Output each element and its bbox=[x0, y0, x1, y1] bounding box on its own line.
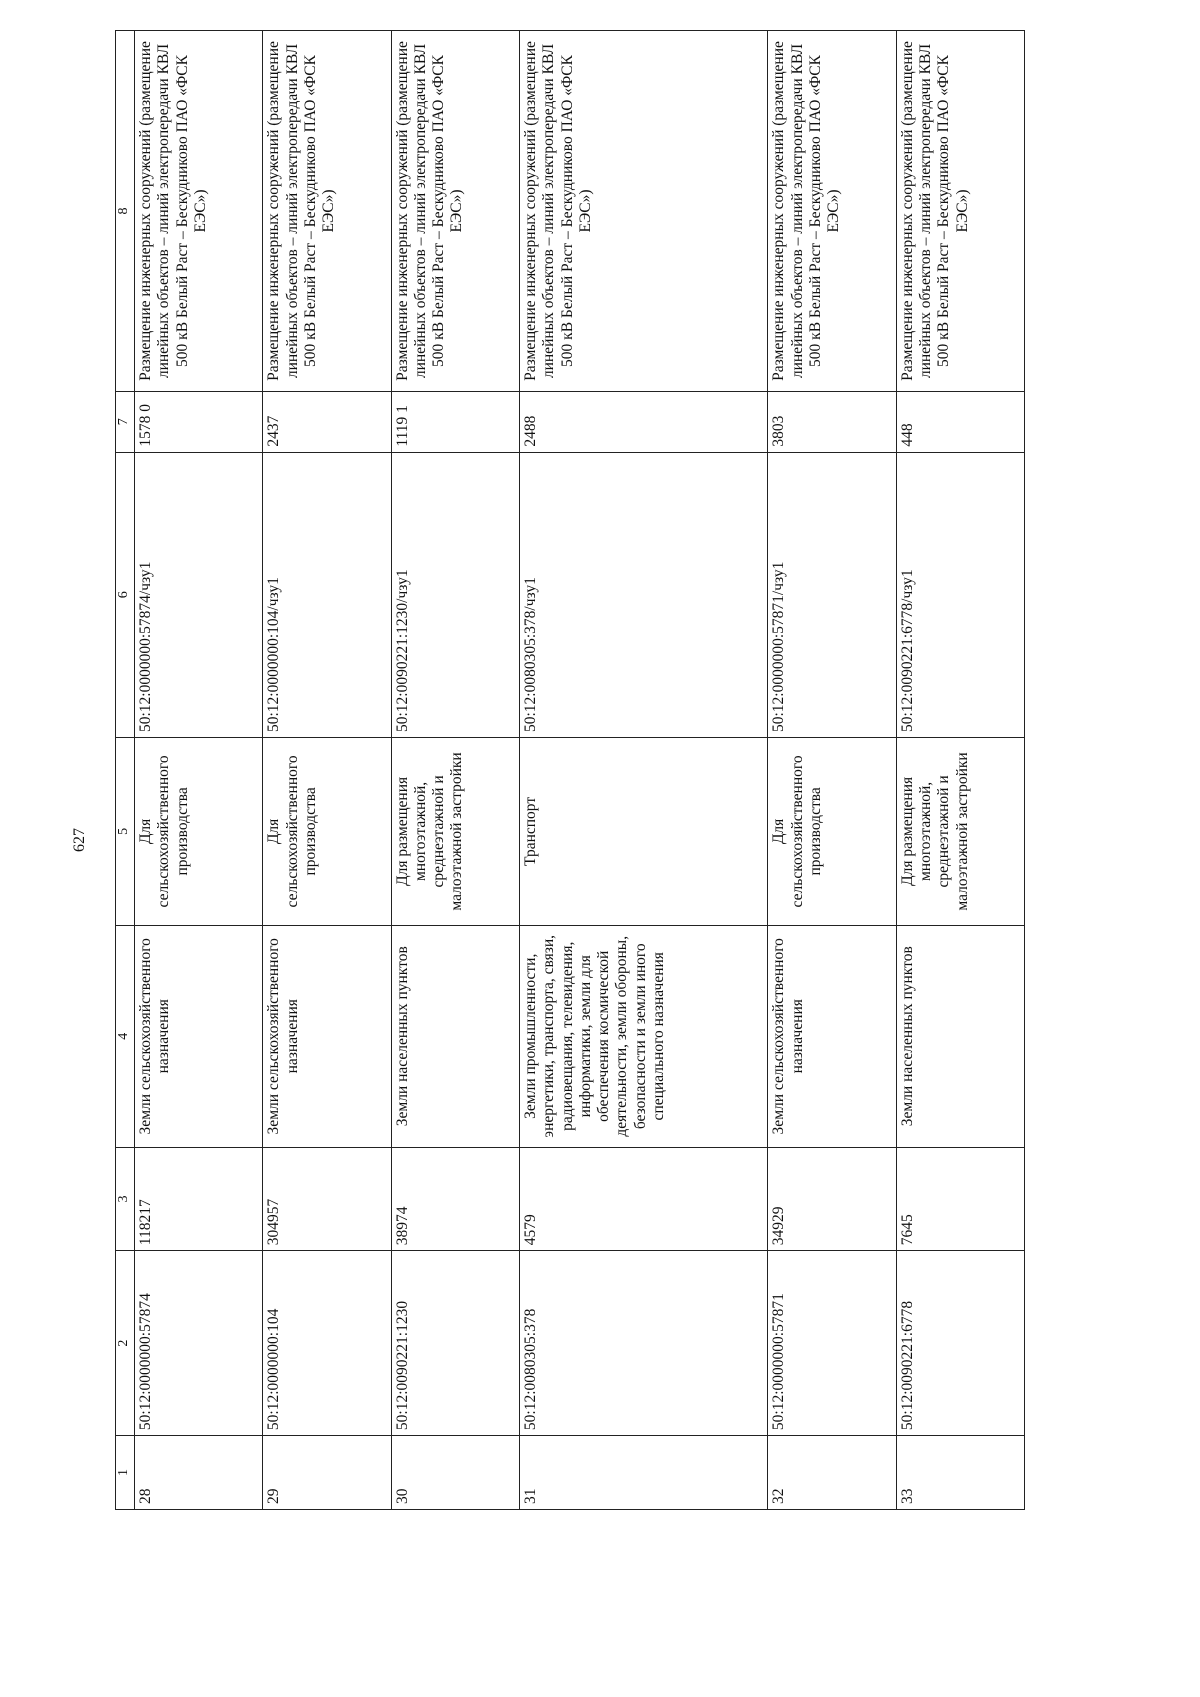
cadastral-number: 50:12:0000000:104 bbox=[263, 1251, 391, 1436]
column-header: 5 bbox=[116, 738, 135, 926]
page-number: 627 bbox=[71, 828, 88, 852]
table-row bbox=[263, 31, 391, 1510]
part-area: 1578 0 bbox=[135, 391, 263, 452]
row-number: 30 bbox=[391, 1436, 519, 1510]
plot-area: 304957 bbox=[263, 1147, 391, 1251]
row-number: 29 bbox=[263, 1436, 391, 1510]
row-number: 32 bbox=[768, 1436, 896, 1510]
part-number: 50:12:0080305:378/чзу1 bbox=[519, 452, 767, 737]
plot-area: 34929 bbox=[768, 1147, 896, 1251]
plot-area: 4579 bbox=[519, 1147, 767, 1251]
plot-area: 118217 bbox=[135, 1147, 263, 1251]
header-row bbox=[116, 31, 135, 1510]
land-plots-table bbox=[115, 30, 1025, 1510]
column-header: 1 bbox=[116, 1436, 135, 1510]
land-category: Земли сельскохозяйственного назначения bbox=[263, 925, 391, 1147]
purpose: Размещение инженерных сооружений (размещение линейных объектов – линий электропередачи КВЛ 500 кВ Белый Раст – Бескудниково ПАО «ФСК ЕЭС») bbox=[768, 31, 896, 392]
permitted-use: Транспорт bbox=[519, 738, 767, 926]
land-category: Земли сельскохозяйственного назначения bbox=[135, 925, 263, 1147]
plot-area: 38974 bbox=[391, 1147, 519, 1251]
part-number: 50:12:0090221:6778/чзу1 bbox=[896, 452, 1024, 737]
land-category: Земли промышленности, энергетики, транспорта, связи, радиовещания, телевидения, информатики, земли для обеспечения космической деятельности, земли обороны, безопасности и земли иного специального назначения bbox=[519, 925, 767, 1147]
cadastral-number: 50:12:0090221:6778 bbox=[896, 1251, 1024, 1436]
purpose: Размещение инженерных сооружений (размещение линейных объектов – линий электропередачи КВЛ 500 кВ Белый Раст – Бескудниково ПАО «ФСК ЕЭС») bbox=[519, 31, 767, 392]
cadastral-number: 50:12:0000000:57874 bbox=[135, 1251, 263, 1436]
column-header: 6 bbox=[116, 452, 135, 737]
column-header: 8 bbox=[116, 31, 135, 392]
part-area: 2437 bbox=[263, 391, 391, 452]
column-header: 3 bbox=[116, 1147, 135, 1251]
part-number: 50:12:0000000:57874/чзу1 bbox=[135, 452, 263, 737]
table-row bbox=[768, 31, 896, 1510]
permitted-use: Для сельскохозяйственного производства bbox=[768, 738, 896, 926]
row-number: 28 bbox=[135, 1436, 263, 1510]
land-plots-table-frame bbox=[115, 30, 1025, 1510]
table-row bbox=[391, 31, 519, 1510]
cadastral-number: 50:12:0080305:378 bbox=[519, 1251, 767, 1436]
permitted-use: Для размещения многоэтажной, среднеэтажной и малоэтажной застройки bbox=[391, 738, 519, 926]
part-number: 50:12:0000000:57871/чзу1 bbox=[768, 452, 896, 737]
table-row bbox=[519, 31, 767, 1510]
part-area: 1119 1 bbox=[391, 391, 519, 452]
row-number: 33 bbox=[896, 1436, 1024, 1510]
cadastral-number: 50:12:0000000:57871 bbox=[768, 1251, 896, 1436]
column-header: 2 bbox=[116, 1251, 135, 1436]
land-category: Земли населенных пунктов bbox=[896, 925, 1024, 1147]
purpose: Размещение инженерных сооружений (размещение линейных объектов – линий электропередачи КВЛ 500 кВ Белый Раст – Бескудниково ПАО «ФСК ЕЭС») bbox=[263, 31, 391, 392]
plot-area: 7645 bbox=[896, 1147, 1024, 1251]
permitted-use: Для сельскохозяйственного производства bbox=[135, 738, 263, 926]
permitted-use: Для сельскохозяйственного производства bbox=[263, 738, 391, 926]
part-area: 2488 bbox=[519, 391, 767, 452]
land-category: Земли населенных пунктов bbox=[391, 925, 519, 1147]
row-number: 31 bbox=[519, 1436, 767, 1510]
table-row bbox=[896, 31, 1024, 1510]
part-area: 448 bbox=[896, 391, 1024, 452]
column-header: 7 bbox=[116, 391, 135, 452]
part-number: 50:12:0000000:104/чзу1 bbox=[263, 452, 391, 737]
cadastral-number: 50:12:0090221:1230 bbox=[391, 1251, 519, 1436]
purpose: Размещение инженерных сооружений (размещение линейных объектов – линий электропередачи КВЛ 500 кВ Белый Раст – Бескудниково ПАО «ФСК ЕЭС») bbox=[135, 31, 263, 392]
purpose: Размещение инженерных сооружений (размещение линейных объектов – линий электропередачи КВЛ 500 кВ Белый Раст – Бескудниково ПАО «ФСК ЕЭС») bbox=[896, 31, 1024, 392]
part-number: 50:12:0090221:1230/чзу1 bbox=[391, 452, 519, 737]
part-area: 3803 bbox=[768, 391, 896, 452]
table-row bbox=[135, 31, 263, 1510]
permitted-use: Для размещения многоэтажной, среднеэтажной и малоэтажной застройки bbox=[896, 738, 1024, 926]
purpose: Размещение инженерных сооружений (размещение линейных объектов – линий электропередачи КВЛ 500 кВ Белый Раст – Бескудниково ПАО «ФСК ЕЭС») bbox=[391, 31, 519, 392]
land-category: Земли сельскохозяйственного назначения bbox=[768, 925, 896, 1147]
column-header: 4 bbox=[116, 925, 135, 1147]
